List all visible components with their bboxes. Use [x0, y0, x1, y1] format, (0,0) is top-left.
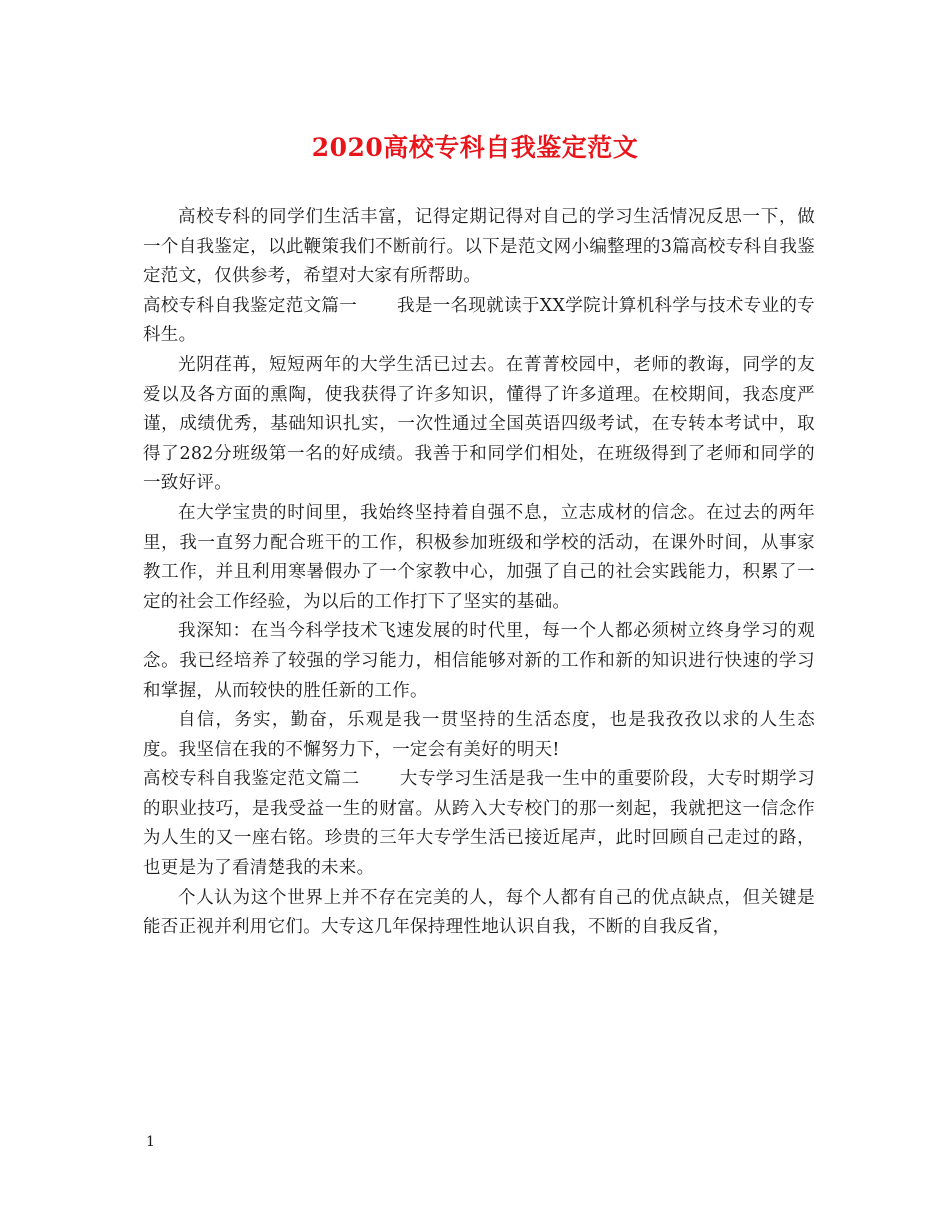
paragraph-4: 自信，务实，勤奋，乐观是我一贯坚持的生活态度，也是我孜孜以求的人生态度。我坚信在我的不懈努力下，一定会有美好的明天!	[143, 710, 815, 760]
intro-paragraph: 高校专科的同学们生活丰富，记得定期记得对自己的学习生活情况反思一下，做一个自我鉴定，以此鞭策我们不断前行。以下是范文网小编整理的3篇高校专科自我鉴定范文，仅供参考，希望对大家有所帮助。	[143, 207, 815, 287]
paragraph-5: 个人认为这个世界上并不存在完美的人，每个人都有自己的优点缺点，但关键是能否正视并利用它们。大专这几年保持理性地认识自我，不断的自我反省，	[143, 887, 815, 938]
section-2-paragraph	[143, 765, 815, 883]
section-2-lead: 大专学习生活是我一生中的重要阶段，大专时期学习的职业技巧，是我受益一生的财富。从跨入大专校门的那一刻起，我就把这一信念作为人生的又一座右铭。珍贵的三年大专学生活已接近尾声，此时回顾自己走过的路，也更是为了看清楚我的未来。	[143, 769, 815, 879]
document-title: 2020高校专科自我鉴定范文	[311, 133, 639, 162]
section-1-lead: 我是一名现就读于XX学院计算机科学与技术专业的专科生。	[143, 295, 815, 346]
section-2-heading: 高校专科自我鉴定范文篇二	[143, 769, 360, 790]
section-1-paragraph	[143, 292, 815, 351]
paragraph-3: 我深知：在当今科学技术飞速发展的时代里，每一个人都必须树立终身学习的观念。我已经培养了较强的学习能力，相信能够对新的工作和新的知识进行快速的学习和掌握，从而较快的胜任新的工作。	[143, 621, 815, 701]
document-body	[143, 203, 815, 943]
page-number: 1	[146, 1134, 155, 1150]
paragraph-2: 在大学宝贵的时间里，我始终坚持着自强不息，立志成材的信念。在过去的两年里，我一直努力配合班干的工作，积极参加班级和学校的活动，在课外时间，从事家教工作，并且利用寒暑假办了一个家教中心，加强了自己的社会实践能力，积累了一定的社会工作经验，为以后的工作打下了坚实的基础。	[143, 502, 815, 612]
paragraph-1: 光阴荏苒，短短两年的大学生活已过去。在菁菁校园中，老师的教诲，同学的友爱以及各方面的熏陶，使我获得了许多知识，懂得了许多道理。在校期间，我态度严谨，成绩优秀，基础知识扎实，一次性通过全国英语四级考试，在专转本考试中，取得了282分班级第一名的好成绩。我善于和同学们相处，在班级得到了老师和同学的一致好评。	[143, 354, 815, 494]
section-1-heading: 高校专科自我鉴定范文篇一	[143, 295, 358, 316]
